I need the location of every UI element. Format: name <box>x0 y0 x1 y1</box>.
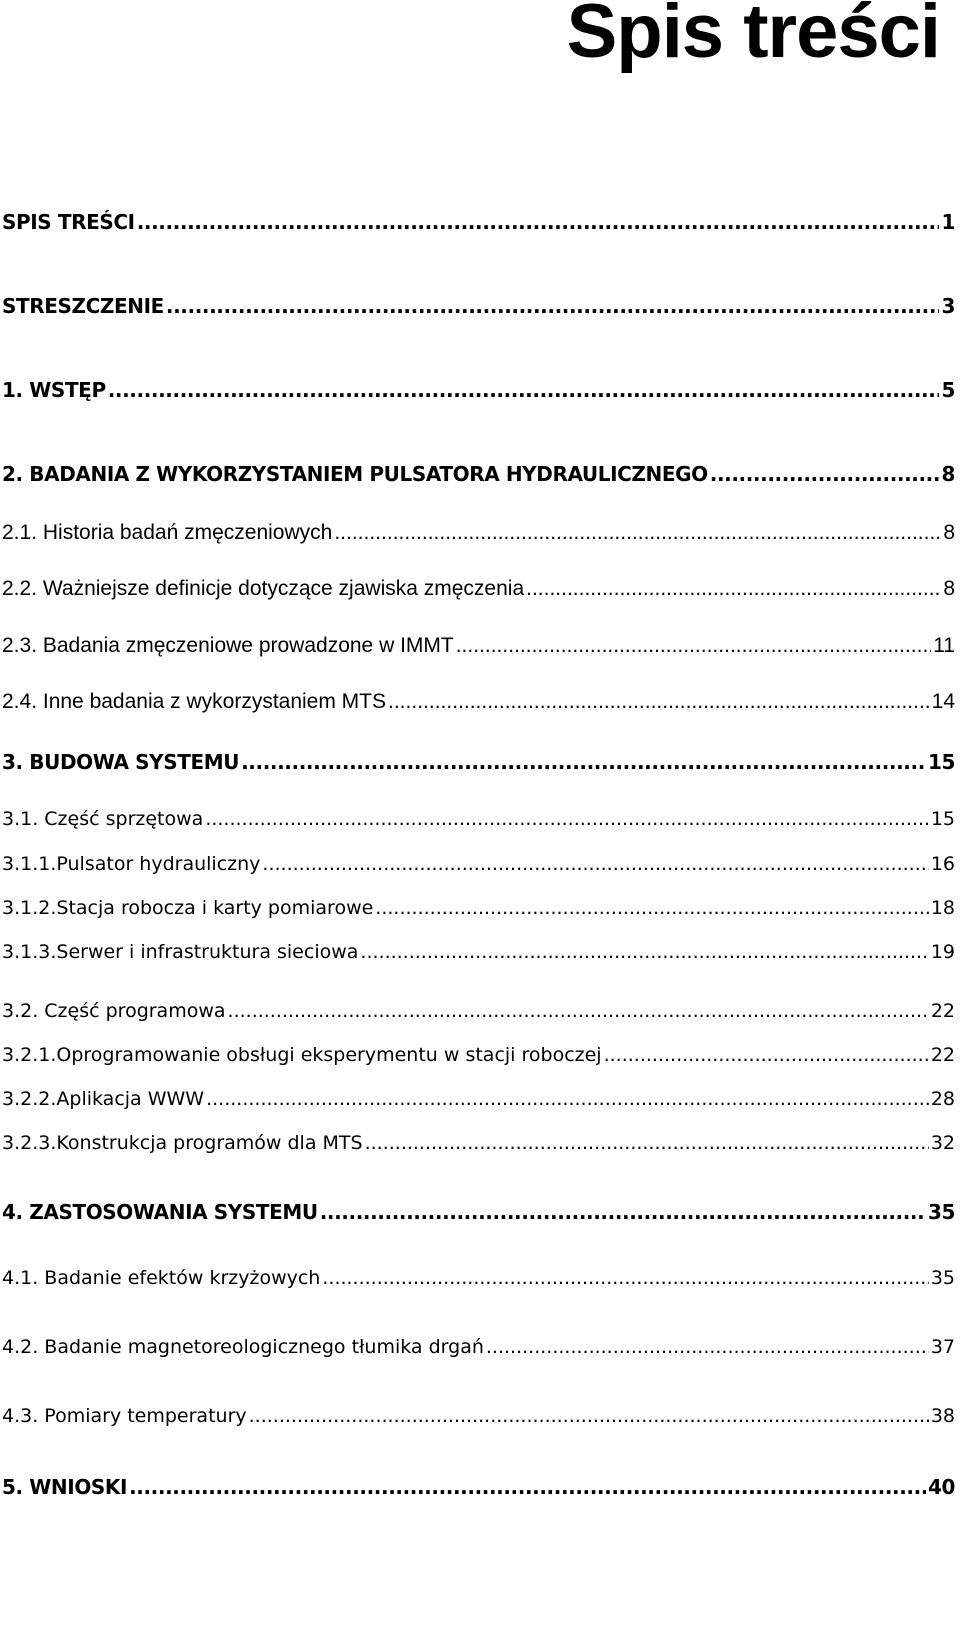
page-title: Spis treści <box>566 0 940 74</box>
toc-entry-page: 8 <box>943 577 955 600</box>
toc-entry-number: 3.2.1. <box>2 1044 57 1066</box>
toc-entry-page: 5 <box>941 378 955 402</box>
toc-entry-page: 28 <box>930 1088 955 1110</box>
toc-entry-page: 22 <box>930 1044 955 1066</box>
toc-entry-label: 2.3. Badania zmęczeniowe prowadzone w IMMT <box>2 634 454 657</box>
toc-entry-oprogramowanie[interactable] <box>2 1044 955 1066</box>
dot-leader <box>375 897 929 919</box>
toc-entry-label: 2.2. Ważniejsze definicje dotyczące zjawiska zmęczenia <box>2 577 525 600</box>
toc-entry-czesc-sprzetowa[interactable] <box>2 808 955 830</box>
toc-entry-page: 15 <box>927 750 955 774</box>
dot-leader <box>320 1200 926 1224</box>
toc-entry-page: 16 <box>930 853 955 875</box>
toc-entry-tlumik-drgan[interactable] <box>2 1336 955 1358</box>
toc-entry-historia-badan[interactable] <box>2 521 955 545</box>
toc-entry-number: 3.1.2. <box>2 897 57 919</box>
toc-entry-page: 8 <box>941 462 955 486</box>
toc-entry-page: 3 <box>941 294 955 318</box>
toc-entry-stacja-robocza[interactable] <box>2 897 955 919</box>
toc-entry-label: Aplikacja WWW <box>56 1088 205 1110</box>
toc-entry-label: 2.1. Historia badań zmęczeniowych <box>2 521 333 544</box>
dot-leader <box>241 750 926 774</box>
toc-entry-wnioski[interactable] <box>2 1475 955 1499</box>
toc-entry-label: Pulsator hydrauliczny <box>56 853 261 875</box>
toc-entry-definicje[interactable] <box>2 577 955 601</box>
toc-entry-number: 3.1.3. <box>2 941 57 963</box>
toc-entry-label: 2.4. Inne badania z wykorzystaniem MTS <box>2 690 387 713</box>
toc-entry-label: Stacja robocza i karty pomiarowe <box>56 897 374 919</box>
dot-leader <box>360 941 928 963</box>
toc-entry-pomiary-temperatury[interactable] <box>2 1405 955 1427</box>
dot-leader <box>108 378 940 402</box>
dot-leader <box>137 210 940 234</box>
toc-entry-label: 3.1. Część sprzętowa <box>2 808 204 830</box>
dot-leader <box>388 690 930 714</box>
toc-entry-page: 35 <box>930 1267 955 1289</box>
toc-entry-badania-immt[interactable] <box>2 634 955 658</box>
toc-entry-pulsator-hydrauliczny[interactable] <box>2 853 955 875</box>
toc-entry-label: 4.1. Badanie efektów krzyżowych <box>2 1267 321 1289</box>
dot-leader <box>365 1132 929 1154</box>
toc-entry-page: 11 <box>933 634 955 657</box>
toc-entry-page: 14 <box>931 690 955 713</box>
toc-entry-label: 2. BADANIA Z WYKORZYSTANIEM PULSATORA HYDRAULICZNEGO <box>2 462 708 486</box>
dot-leader <box>129 1475 926 1499</box>
toc-entry-czesc-programowa[interactable] <box>2 1000 955 1022</box>
toc-entry-page: 15 <box>930 808 955 830</box>
toc-entry-label: SPIS TREŚCI <box>2 210 135 234</box>
toc-entry-streszczenie[interactable] <box>2 294 955 318</box>
toc-entry-inne-badania[interactable] <box>2 690 955 714</box>
toc-entry-page: 19 <box>930 941 955 963</box>
toc-entry-label: 3.2. Część programowa <box>2 1000 226 1022</box>
toc-entry-label: 1. WSTĘP <box>2 378 106 402</box>
toc-entry-number: 3.1.1. <box>2 853 57 875</box>
dot-leader <box>166 294 940 318</box>
dot-leader <box>604 1044 929 1066</box>
toc-entry-page: 35 <box>927 1200 955 1224</box>
dot-leader <box>262 853 928 875</box>
toc-entry-label: 4. ZASTOSOWANIA SYSTEMU <box>2 1200 318 1224</box>
toc-entry-aplikacja-www[interactable] <box>2 1088 955 1110</box>
dot-leader <box>205 808 929 830</box>
toc-entry-label: 5. WNIOSKI <box>2 1475 128 1499</box>
dot-leader <box>710 462 940 486</box>
toc-entry-label: Oprogramowanie obsługi eksperymentu w stacji roboczej <box>56 1044 602 1066</box>
dot-leader <box>228 1000 929 1022</box>
toc-entry-label: Serwer i infrastruktura sieciowa <box>56 941 359 963</box>
toc-entry-spis-tresci[interactable] <box>2 210 955 234</box>
dot-leader <box>334 521 941 545</box>
toc-entry-budowa-systemu[interactable] <box>2 750 955 774</box>
toc-entry-label: Konstrukcja programów dla MTS <box>56 1132 363 1154</box>
toc-entry-wstep[interactable] <box>2 378 955 402</box>
dot-leader <box>486 1336 929 1358</box>
toc-entry-badania-pulsator[interactable] <box>2 462 955 486</box>
toc-entry-page: 38 <box>930 1405 955 1427</box>
toc-entry-page: 8 <box>943 521 955 544</box>
toc-entry-page: 18 <box>930 897 955 919</box>
toc-entry-number: 3.2.2. <box>2 1088 57 1110</box>
dot-leader <box>456 634 931 658</box>
toc-entry-number: 3.2.3. <box>2 1132 57 1154</box>
toc-entry-page: 40 <box>927 1475 955 1499</box>
toc-entry-label: 4.2. Badanie magnetoreologicznego tłumika drgań <box>2 1336 484 1358</box>
toc-entry-label: 3. BUDOWA SYSTEMU <box>2 750 240 774</box>
dot-leader <box>206 1088 929 1110</box>
toc-entry-page: 32 <box>930 1132 955 1154</box>
dot-leader <box>249 1405 929 1427</box>
toc-entry-konstrukcja-programow[interactable] <box>2 1132 955 1154</box>
toc-entry-page: 1 <box>941 210 955 234</box>
toc-entry-efekty-krzyzowe[interactable] <box>2 1267 955 1289</box>
toc-entry-page: 22 <box>930 1000 955 1022</box>
toc-entry-zastosowania[interactable] <box>2 1200 955 1224</box>
toc-entry-page: 37 <box>930 1336 955 1358</box>
toc-entry-label: STRESZCZENIE <box>2 294 164 318</box>
dot-leader <box>526 577 941 601</box>
toc-entry-label: 4.3. Pomiary temperatury <box>2 1405 247 1427</box>
dot-leader <box>322 1267 928 1289</box>
toc-entry-serwer[interactable] <box>2 941 955 963</box>
